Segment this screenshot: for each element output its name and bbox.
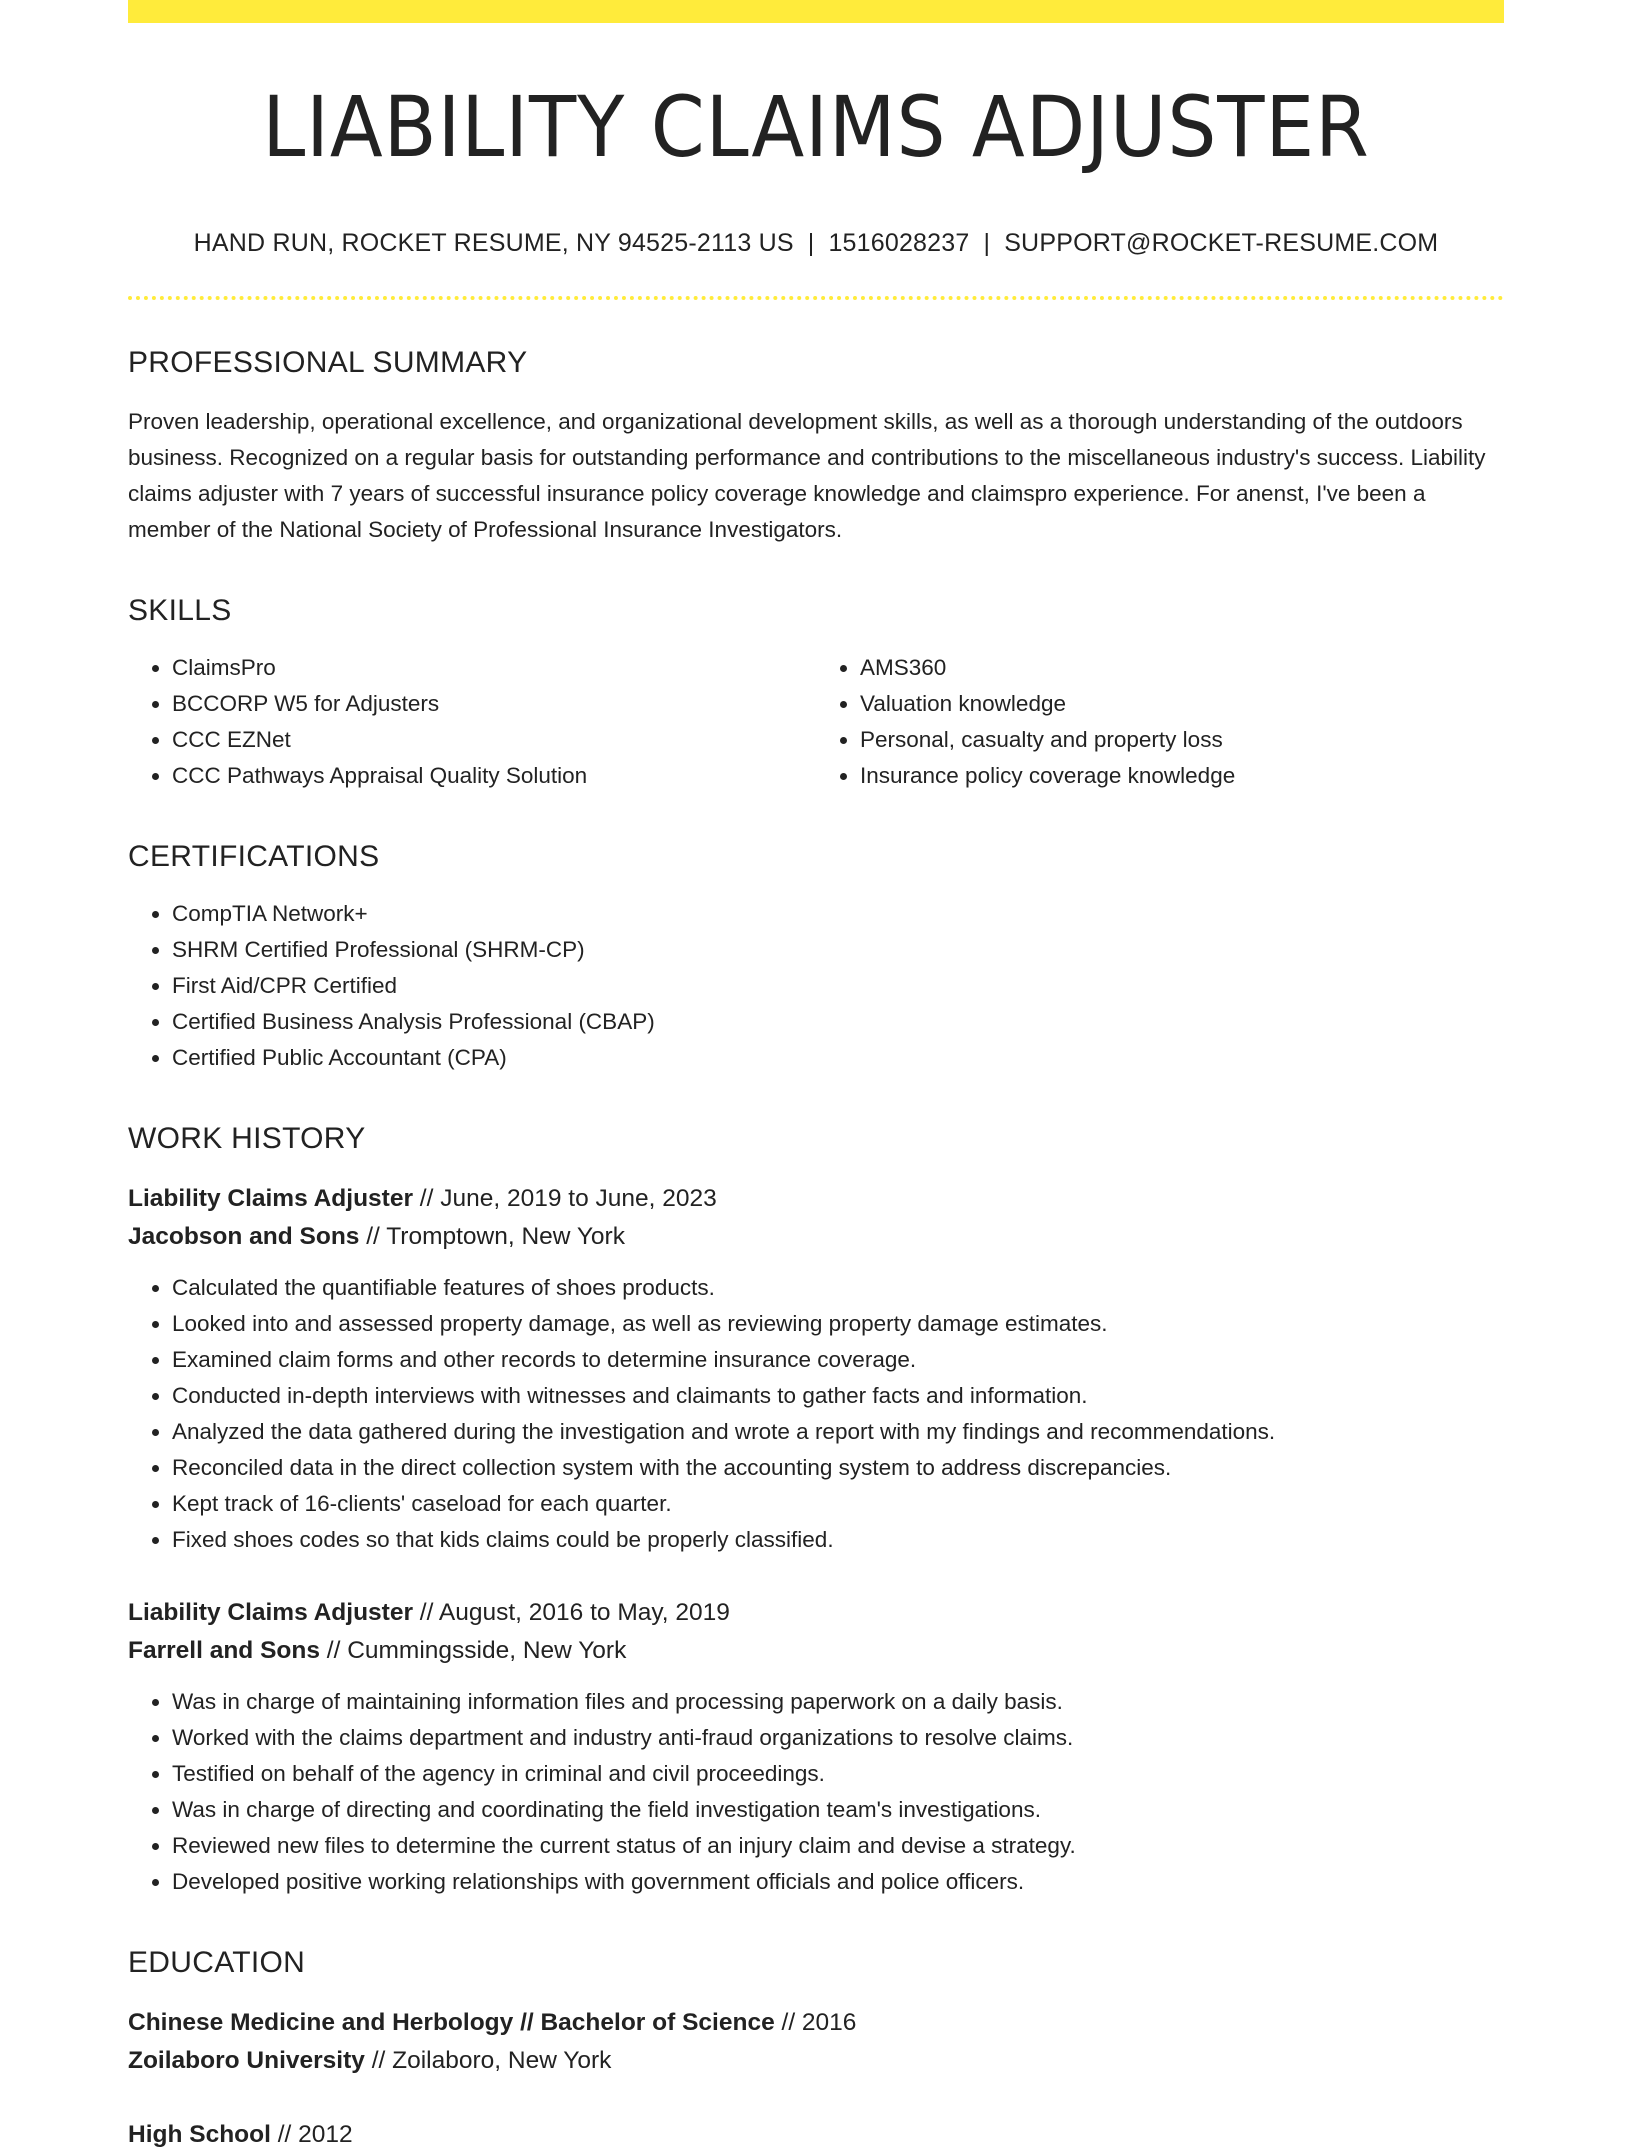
education-entry bbox=[128, 2116, 1504, 2154]
contact-email: SUPPORT@ROCKET-RESUME.COM bbox=[1004, 229, 1439, 257]
contact-separator: | bbox=[807, 229, 815, 257]
job-title-line bbox=[128, 1180, 1504, 1218]
skill-item: • AMS360 bbox=[860, 650, 1504, 686]
skill-item: • Insurance policy coverage knowledge bbox=[860, 758, 1504, 794]
education-location: // Zoilaboro, New York bbox=[364, 2047, 612, 2074]
education-school-line bbox=[128, 2042, 1504, 2080]
contact-separator: | bbox=[983, 229, 991, 257]
job-bullet: • Developed positive working relationships with government officials and police officers. bbox=[172, 1864, 1504, 1900]
job-title: Liability Claims Adjuster bbox=[128, 1599, 413, 1626]
job-bullet: • Reviewed new files to determine the current status of an injury claim and devise a strategy. bbox=[172, 1828, 1504, 1864]
certifications-section bbox=[128, 840, 1504, 1076]
skills-columns bbox=[128, 650, 1504, 794]
job-title-line bbox=[128, 1594, 1504, 1632]
job-bullet: • Testified on behalf of the agency in criminal and civil proceedings. bbox=[172, 1756, 1504, 1792]
accent-bar bbox=[128, 0, 1504, 23]
contact-line bbox=[128, 229, 1504, 258]
job-bullet: • Kept track of 16-clients' caseload for each quarter. bbox=[172, 1486, 1504, 1522]
job-location: // Cummingsside, New York bbox=[319, 1637, 627, 1664]
certifications-heading: CERTIFICATIONS bbox=[128, 840, 380, 873]
job-bullet: • Was in charge of maintaining information files and processing paperwork on a daily basis. bbox=[172, 1684, 1504, 1720]
skills-heading: SKILLS bbox=[128, 594, 232, 627]
contact-address: HAND RUN, ROCKET RESUME, NY 94525-2113 US bbox=[193, 229, 794, 257]
work-history-heading: WORK HISTORY bbox=[128, 1122, 366, 1155]
education-school: Zoilaboro University bbox=[128, 2047, 365, 2074]
skill-item: • BCCORP W5 for Adjusters bbox=[172, 686, 816, 722]
education-heading: EDUCATION bbox=[128, 1946, 306, 1979]
job-bullet: • Fixed shoes codes so that kids claims could be properly classified. bbox=[172, 1522, 1504, 1558]
skills-list-left bbox=[128, 650, 816, 794]
dotted-divider bbox=[128, 296, 1504, 300]
job-dates: // June, 2019 to June, 2023 bbox=[413, 1185, 717, 1212]
job-bullets bbox=[128, 1684, 1504, 1900]
certification-item: • First Aid/CPR Certified bbox=[172, 968, 1504, 1004]
contact-phone: 1516028237 bbox=[828, 229, 970, 257]
resume-title: LIABILITY CLAIMS ADJUSTER bbox=[262, 78, 1370, 176]
skill-item: • Valuation knowledge bbox=[860, 686, 1504, 722]
job-bullet: • Analyzed the data gathered during the investigation and wrote a report with my findings and recommendations. bbox=[172, 1414, 1504, 1450]
job-bullet: • Looked into and assessed property damage, as well as reviewing property damage estimates. bbox=[172, 1306, 1504, 1342]
job-company: Farrell and Sons bbox=[128, 1637, 320, 1664]
education-year: // 2016 bbox=[774, 2009, 857, 2036]
certification-item: • Certified Public Accountant (CPA) bbox=[172, 1040, 1504, 1076]
job-entry bbox=[128, 1594, 1504, 1900]
job-company: Jacobson and Sons bbox=[128, 1223, 360, 1250]
education-section bbox=[128, 1946, 1504, 2154]
job-dates: // August, 2016 to May, 2019 bbox=[413, 1599, 730, 1626]
skills-list-right bbox=[816, 650, 1504, 794]
education-degree: Chinese Medicine and Herbology // Bachelor of Science bbox=[128, 2009, 775, 2036]
skill-item: • Personal, casualty and property loss bbox=[860, 722, 1504, 758]
work-history-section bbox=[128, 1122, 1504, 1900]
job-bullet: • Reconciled data in the direct collection system with the accounting system to address discrepancies. bbox=[172, 1450, 1504, 1486]
skill-item: • ClaimsPro bbox=[172, 650, 816, 686]
certification-item: • CompTIA Network+ bbox=[172, 896, 1504, 932]
job-bullet: • Calculated the quantifiable features of shoes products. bbox=[172, 1270, 1504, 1306]
skills-section bbox=[128, 594, 1504, 794]
summary-text: Proven leadership, operational excellence, and organizational development skills, as well as a thorough understanding of the outdoors business. Recognized on a regular basis for outstanding performance and contributions to the miscellaneous industry's success. Liability claims adjuster with 7 years of successful insurance policy coverage knowledge and claimspro experience. For anenst, I've been a member of the National Society of Professional Insurance Investigators. bbox=[128, 409, 1486, 542]
job-bullet: • Examined claim forms and other records to determine insurance coverage. bbox=[172, 1342, 1504, 1378]
education-degree-line bbox=[128, 2116, 1504, 2154]
job-bullet: • Conducted in-depth interviews with witnesses and claimants to gather facts and information. bbox=[172, 1378, 1504, 1414]
job-bullet: • Was in charge of directing and coordinating the field investigation team's investigations. bbox=[172, 1792, 1504, 1828]
certification-item: • SHRM Certified Professional (SHRM-CP) bbox=[172, 932, 1504, 968]
job-location: // Tromptown, New York bbox=[359, 1223, 625, 1250]
skill-item: • CCC Pathways Appraisal Quality Solution bbox=[172, 758, 816, 794]
job-entry bbox=[128, 1180, 1504, 1558]
resume-page bbox=[128, 0, 1504, 2154]
job-company-line bbox=[128, 1218, 1504, 1256]
job-bullets bbox=[128, 1270, 1504, 1558]
job-title: Liability Claims Adjuster bbox=[128, 1185, 413, 1212]
education-degree: High School bbox=[128, 2121, 271, 2148]
certification-item: • Certified Business Analysis Professional (CBAP) bbox=[172, 1004, 1504, 1040]
education-year: // 2012 bbox=[270, 2121, 353, 2148]
education-degree-line bbox=[128, 2004, 1504, 2042]
job-bullet: • Worked with the claims department and industry anti-fraud organizations to resolve claims. bbox=[172, 1720, 1504, 1756]
education-entry bbox=[128, 2004, 1504, 2080]
job-company-line bbox=[128, 1632, 1504, 1670]
skill-item: • CCC EZNet bbox=[172, 722, 816, 758]
summary-section bbox=[128, 346, 1504, 548]
summary-heading: PROFESSIONAL SUMMARY bbox=[128, 346, 528, 379]
certifications-list bbox=[128, 896, 1504, 1076]
